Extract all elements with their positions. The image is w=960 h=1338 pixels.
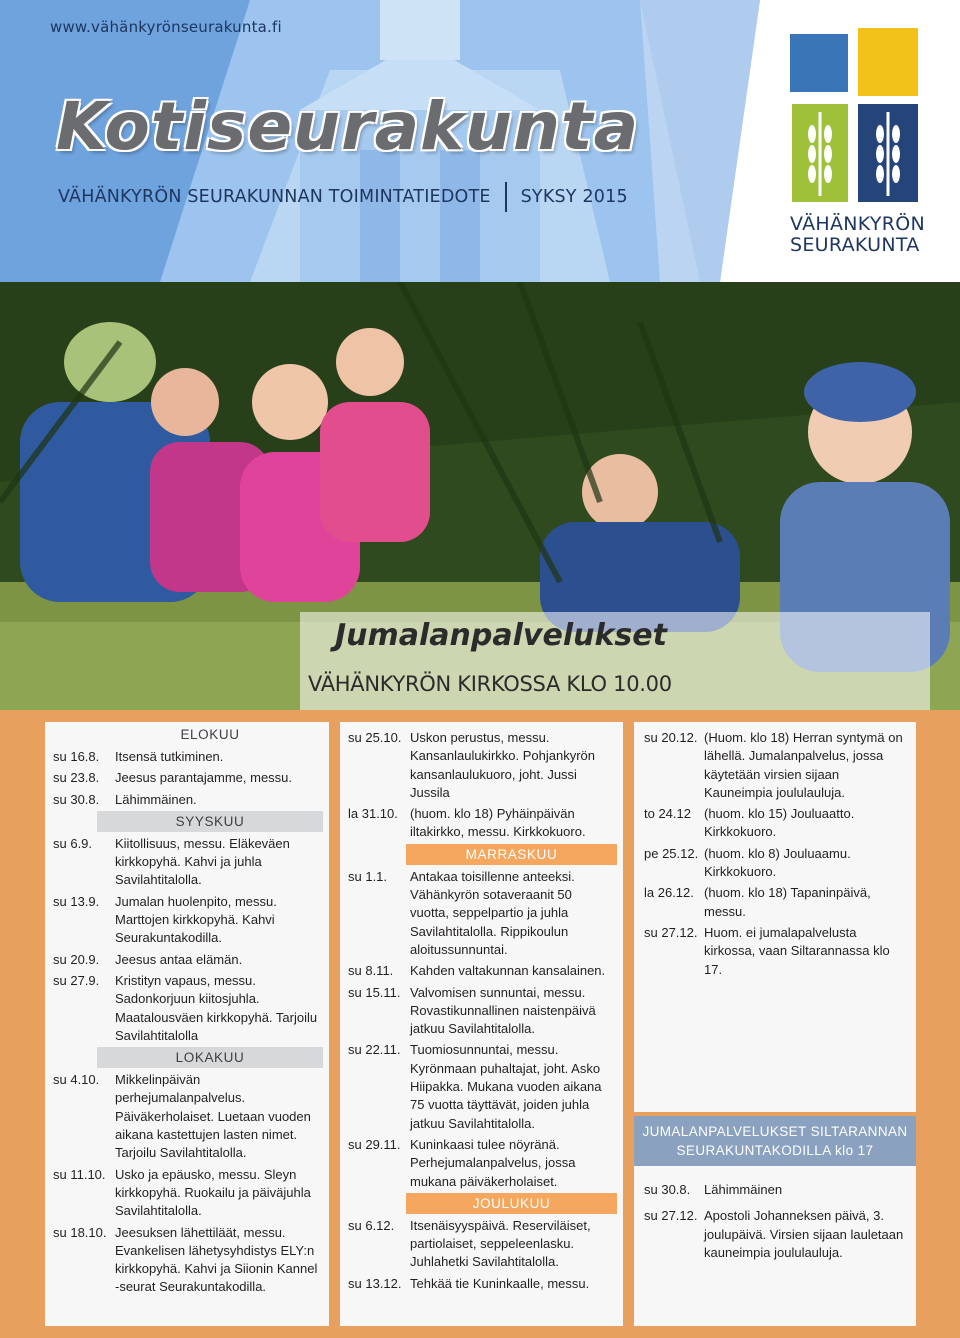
header-banner <box>0 0 960 282</box>
entry-text: Itsensä tutkiminen. <box>115 749 224 764</box>
entry-text: (huom. klo 8) Jouluaamu. Kirkkokuoro. <box>704 845 851 880</box>
list-item <box>340 984 623 1039</box>
month-header-joulukuu: JOULUKUU <box>406 1193 617 1214</box>
entry-date: su 4.10. <box>53 1072 100 1088</box>
list-item <box>340 868 623 959</box>
list-item <box>45 1166 329 1221</box>
entry-text: Kuninkaasi tulee nöyränä. Perhejumalanpalvelus, jossa mukana päiväkerholaiset. <box>410 1136 576 1189</box>
entry-date: su 25.10. <box>348 730 402 745</box>
entry-date: pe 25.12. <box>644 845 699 861</box>
entry-date: su 6.9. <box>53 835 93 851</box>
entry-text: Valvomisen sunnuntai, messu. Rovastikunnallinen naistenpäivä jatkuu Savilahtitalolla. <box>410 984 596 1037</box>
list-item <box>45 748 329 766</box>
entry-text: Mikkelinpäivän perhejumalanpalvelus. Päiväkerholaiset. Luetaan vuoden aikana kastettujen lasten nimet. Tarjoilu Savilahtitalolla. <box>115 1072 311 1161</box>
services-title: Jumalanpalvelukset <box>335 618 667 653</box>
entry-date: su 15.11. <box>348 984 401 1000</box>
site-url[interactable]: www.vähänkyrönseurakunta.fi <box>50 18 282 36</box>
entry-text: Jumalan huolenpito, messu. Marttojen kirkkopyhä. Kahvi Seurakuntakodilla. <box>115 893 277 946</box>
entry-date: su 23.8. <box>53 770 100 786</box>
list-item <box>634 924 916 979</box>
entry-text: Apostoli Johanneksen päivä, 3. joulupäivä. Virsien sijaan lauletaan kauneimpia joululauluja. <box>704 1208 904 1260</box>
entry-text: Kahden valtakunnan kansalainen. <box>410 963 606 979</box>
entry-date: su 20.9. <box>53 951 100 967</box>
list-item <box>45 1071 329 1162</box>
list-item <box>634 884 916 921</box>
entry-text: Itsenäisyyspäivä. Reserviläiset, partiolaiset, seppeleenlasku. Juhlahetki Savilahtitalolla. <box>410 1217 591 1270</box>
siltaranta-header-line2: SEURAKUNTAKODILLA klo 17 <box>676 1143 874 1158</box>
list-item <box>340 962 623 980</box>
month-header-elokuu: ELOKUU <box>180 727 240 742</box>
entry-date: su 30.8. <box>644 1182 691 1197</box>
subtitle-season: SYKSY 2015 <box>520 187 628 207</box>
subtitle-left: VÄHÄNKYRÖN SEURAKUNNAN TOIMINTATIEDOTE <box>58 187 491 207</box>
entry-date: to 24.12 <box>644 806 691 822</box>
entry-date: su 20.12. <box>644 730 698 745</box>
list-item <box>634 845 916 882</box>
list-item <box>45 951 329 969</box>
entry-date: la 26.12. <box>644 885 694 901</box>
entry-text: Jeesus antaa elämän. <box>115 951 243 967</box>
list-item <box>340 1041 623 1132</box>
entry-text: Lähimmäinen. <box>115 791 197 807</box>
siltaranta-header <box>634 1116 916 1166</box>
entry-text: Tuomiosunnuntai, messu. Kyrönmaan puhaltajat, joht. Asko Hiipakka. Mukana vuoden aikana 75 vuotta täyttävät, joiden juhla jatkuu Savilahtitalolla. <box>410 1042 602 1131</box>
entry-text: (huom. klo 18) Pyhäinpäivän iltakirkko, messu. Kirkkokuoro. <box>410 806 586 840</box>
siltaranta-header-line1: JUMALANPALVELUKSET SILTARANNAN <box>642 1124 908 1139</box>
entry-date: su 27.12. <box>644 924 698 940</box>
main-title: Kotiseurakunta <box>56 88 640 165</box>
schedule-column-2 <box>340 722 623 1326</box>
entry-date: su 27.12. <box>644 1208 698 1224</box>
entry-date: su 29.11. <box>348 1136 401 1152</box>
list-item <box>634 1207 916 1262</box>
entry-date: su 22.11. <box>348 1042 401 1058</box>
entry-date: su 6.12. <box>348 1217 395 1233</box>
entry-text: (Huom. klo 18) Herran syntymä on lähellä. Jumalanpalvelus, jossa käytetään virsien sijaan Kauneimpia joululauluja. <box>704 730 903 800</box>
list-item <box>340 1136 623 1191</box>
list-item <box>45 835 329 890</box>
list-item <box>340 1275 623 1293</box>
entry-text: Tehkää tie Kuninkaalle, messu. <box>410 1275 590 1291</box>
month-header-lokakuu: LOKAKUU <box>97 1047 323 1068</box>
list-item <box>634 1181 916 1199</box>
entry-text: Uskon perustus, messu. Kansanlaulukirkko. Pohjankyrön kansanlaulukuoro, joht. Jussi Jussila <box>410 730 595 800</box>
entry-text: (huom. klo 15) Jouluaatto. Kirkkokuoro. <box>704 806 855 840</box>
list-item <box>45 791 329 809</box>
entry-text: Kristityn vapaus, messu. Sadonkorjuun kiitosjuhla. Maatalousväen kirkkopyhä. Tarjoilu Savilahtitalolla <box>115 972 318 1043</box>
list-item <box>340 805 623 842</box>
entry-text: Jeesuksen lähettiläät, messu. Evankelisen lähetysyhdistys ELY:n kirkkopyhä. Kahvi ja Siionin Kannel -seurat Seurakuntakodilla. <box>115 1224 318 1295</box>
newsletter-subtitle <box>58 182 628 212</box>
siltaranta-list <box>634 1178 916 1262</box>
entry-text: Lähimmäinen <box>704 1182 783 1197</box>
schedule-column-3 <box>634 722 916 1112</box>
subtitle-divider <box>505 182 507 212</box>
list-item <box>45 972 329 1045</box>
list-item <box>340 1217 623 1272</box>
list-item <box>340 729 623 802</box>
list-item <box>45 1224 329 1297</box>
entry-text: (huom. klo 18) Tapaninpäivä, messu. <box>704 885 871 919</box>
entry-text: Jeesus parantajamme, messu. <box>115 770 293 786</box>
entry-date: su 30.8. <box>53 791 100 807</box>
entry-text: Kiitollisuus, messu. Eläkeväen kirkkopyhä. Kahvi ja juhla Savilahtitalolla. <box>115 835 290 888</box>
list-item <box>634 729 916 802</box>
parish-name <box>790 214 925 256</box>
entry-date: su 1.1. <box>348 868 388 884</box>
entry-date: su 16.8. <box>53 749 100 764</box>
entry-date: su 13.9. <box>53 893 100 909</box>
list-item <box>45 893 329 948</box>
siltaranta-services-box <box>634 1116 916 1326</box>
month-header-syyskuu: SYYSKUU <box>97 811 323 832</box>
list-item <box>634 805 916 842</box>
entry-date: su 11.10. <box>53 1166 106 1182</box>
entry-text: Huom. ei jumalapalvelusta kirkossa, vaan Siltarannassa klo 17. <box>704 924 890 977</box>
schedule-column-1 <box>45 722 329 1326</box>
entry-text: Antakaa toisillenne anteeksi. Vähänkyrön sotaveraanit 50 vuotta, seppelpartio ja juhla Savilahtitalolla. Rippikoulun aloitussunnuntai. <box>410 868 575 957</box>
services-subtitle: VÄHÄNKYRÖN KIRKOSSA KLO 10.00 <box>308 672 672 696</box>
parish-name-line2: SEURAKUNTA <box>790 234 920 256</box>
entry-date: su 27.9. <box>53 972 100 988</box>
month-header-marraskuu: MARRASKUU <box>406 844 617 865</box>
entry-text: Usko ja epäusko, messu. Sleyn kirkkopyhä. Ruokailu ja päiväjuhla Savilahtitalolla. <box>115 1166 311 1219</box>
entry-date: su 18.10. <box>53 1224 107 1240</box>
entry-date: la 31.10. <box>348 806 398 822</box>
entry-date: su 13.12. <box>348 1275 402 1291</box>
entry-date: su 8.11. <box>348 963 394 979</box>
list-item <box>45 769 329 787</box>
parish-name-line1: VÄHÄNKYRÖN <box>790 213 926 235</box>
